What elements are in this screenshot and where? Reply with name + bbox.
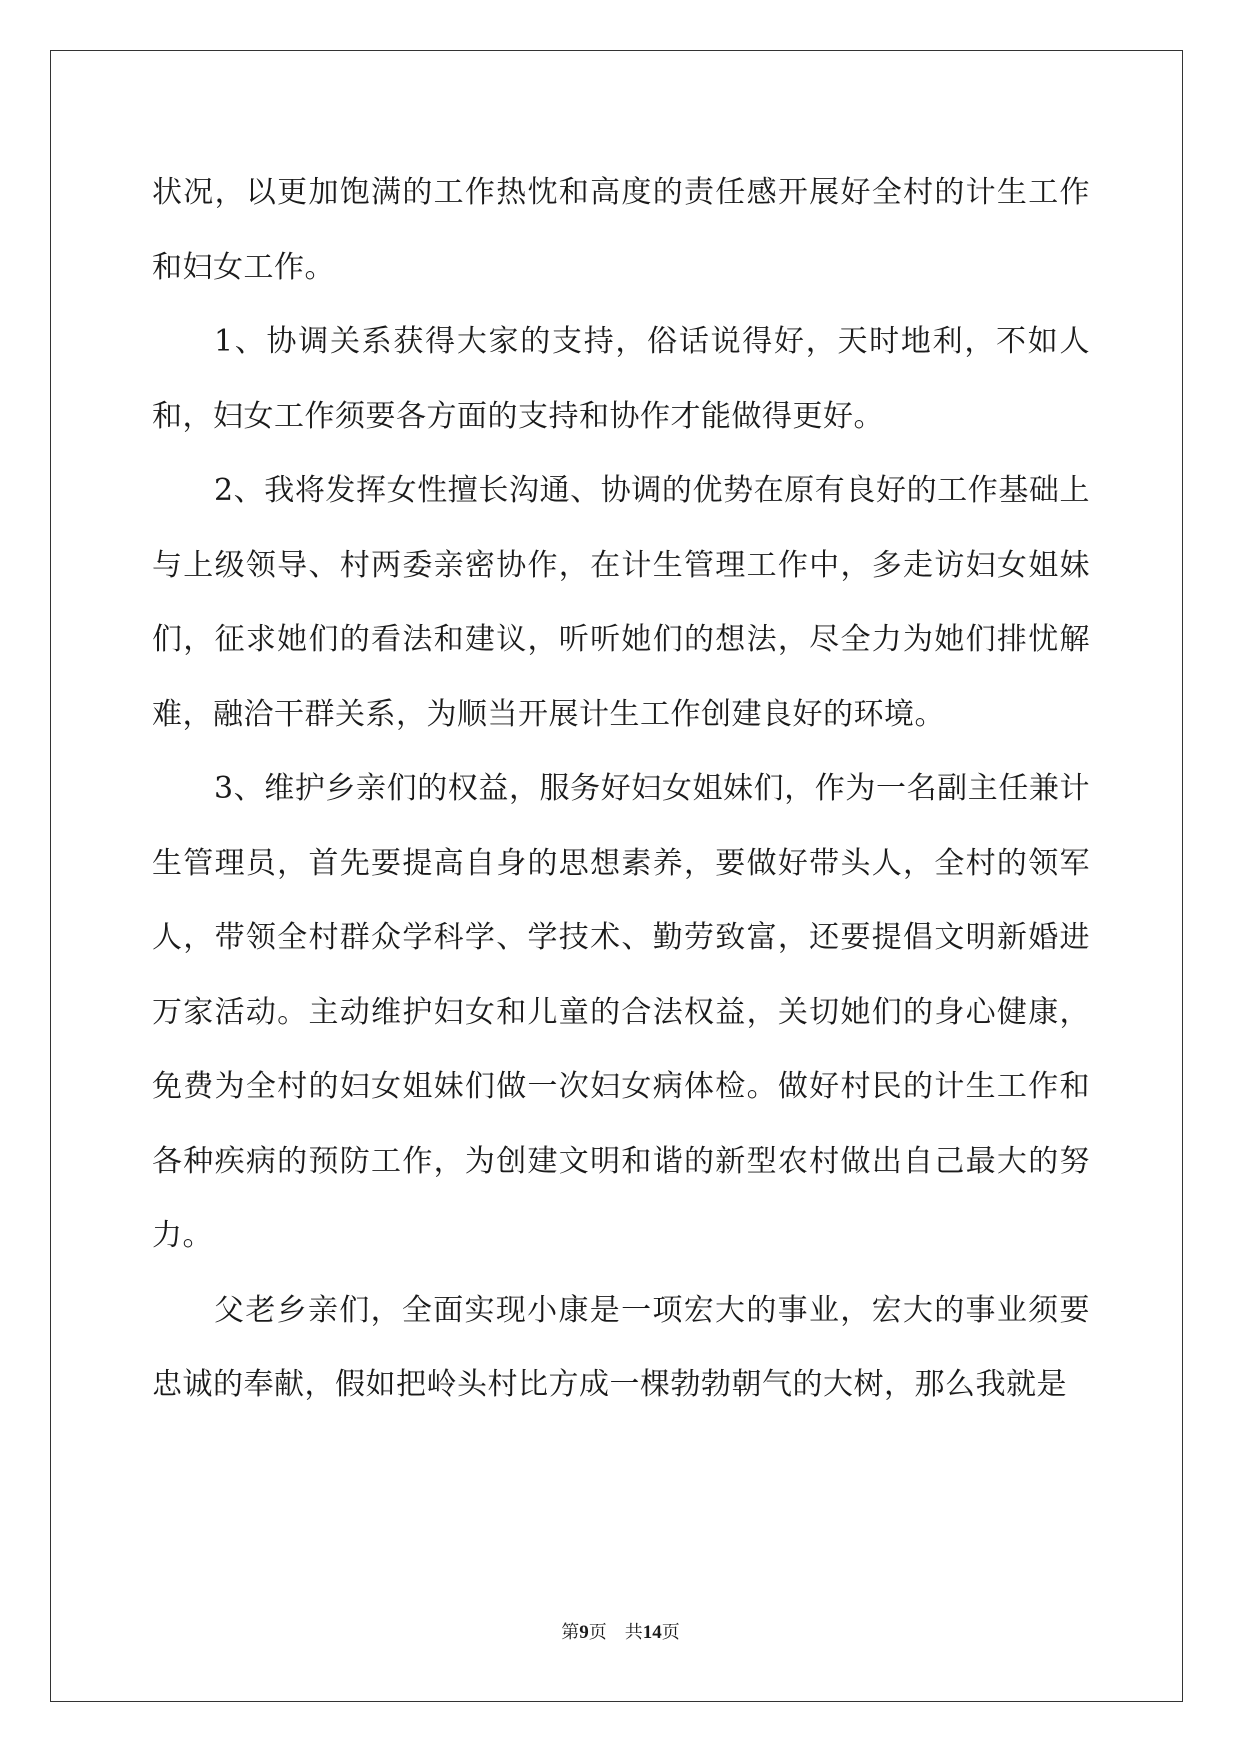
paragraph-3: 2、我将发挥女性擅长沟通、协调的优势在原有良好的工作基础上与上级领导、村两委亲密协作，在计生管理工作中，多走访妇女姐妹们，征求她们的看法和建议，听听她们的想法，尽全力为她们排忧解难，融洽干群关系，为顺当开展计生工作创建良好的环境。	[152, 473, 1090, 732]
paragraph-4: 3、维护乡亲们的权益，服务好妇女姐妹们，作为一名副主任兼计生管理员，首先要提高自身的思想素养，要做好带头人，全村的领军人，带领全村群众学科学、学技术、勤劳致富，还要提倡文明新婚进万家活动。主动维护妇女和儿童的合法权益，关切她们的身心健康，免费为全村的妇女姐妹们做一次妇女病体检。做好村民的计生工作和各种疾病的预防工作，为创建文明和谐的新型农村做出自己最大的努力。	[152, 771, 1090, 1253]
paragraph-5: 父老乡亲们，全面实现小康是一项宏大的事业，宏大的事业须要忠诚的奉献，假如把岭头村比方成一棵勃勃朝气的大树，那么我就是	[152, 1292, 1090, 1402]
total-prefix: 共	[624, 1622, 643, 1643]
page-prefix: 第	[561, 1622, 580, 1643]
page-footer	[0, 1618, 1241, 1644]
total-suffix: 页	[661, 1622, 680, 1643]
document-body	[152, 156, 1090, 1423]
paragraph-2: 1、协调关系获得大家的支持，俗话说得好，天时地利，不如人和，妇女工作须要各方面的支持和协作才能做得更好。	[152, 324, 1090, 434]
total-pages: 14	[642, 1622, 662, 1643]
paragraph-1: 状况，以更加饱满的工作热忱和高度的责任感开展好全村的计生工作和妇女工作。	[152, 175, 1090, 285]
page-number: 9	[579, 1622, 589, 1643]
page-suffix: 页	[588, 1622, 607, 1643]
